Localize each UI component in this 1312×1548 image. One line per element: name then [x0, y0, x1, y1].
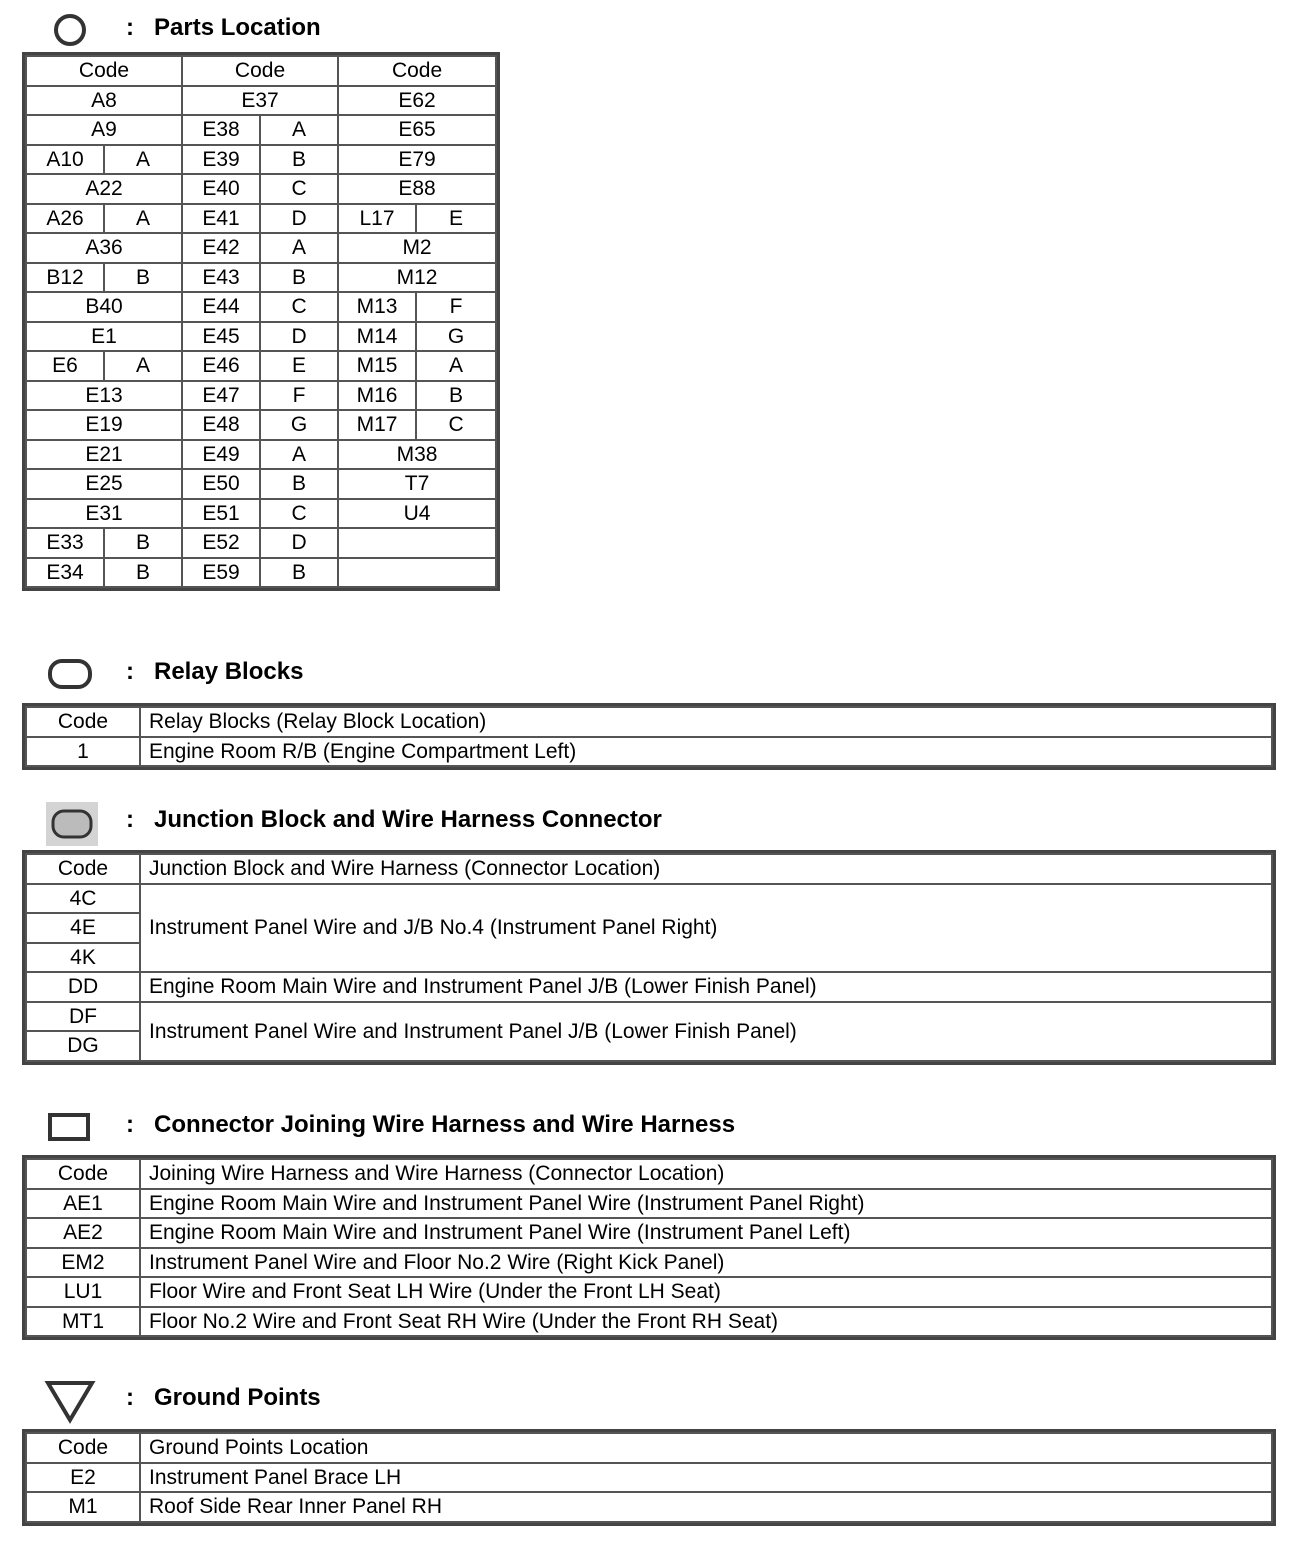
sub-code-cell: E — [260, 351, 338, 381]
section-title: Connector Joining Wire Harness and Wire Harness — [154, 1111, 736, 1138]
ground-points-heading — [0, 1378, 1312, 1418]
code-header: Code — [26, 56, 182, 86]
parts-location-heading — [0, 8, 1312, 48]
heading-colon: : — [126, 1111, 134, 1138]
table-row — [26, 1463, 1272, 1493]
code-cell: E6 — [26, 351, 104, 381]
junction-block-table — [25, 853, 1273, 1062]
code-cell: E45 — [182, 322, 260, 352]
sub-code-cell: D — [260, 204, 338, 234]
section-title: Junction Block and Wire Harness Connector — [154, 806, 662, 833]
code-cell: A36 — [26, 233, 182, 263]
code-cell: M17 — [338, 410, 416, 440]
sub-code-cell: B — [104, 528, 182, 558]
table-row — [26, 233, 496, 263]
table-row — [26, 1248, 1272, 1278]
section-title: Ground Points — [154, 1384, 321, 1411]
table-row — [26, 1218, 1272, 1248]
table-row — [26, 351, 496, 381]
code-cell: E62 — [338, 86, 496, 116]
table-row — [26, 1189, 1272, 1219]
code-cell: A26 — [26, 204, 104, 234]
sub-code-cell: B — [260, 558, 338, 588]
square-icon — [44, 1107, 100, 1147]
sub-code-cell: A — [260, 233, 338, 263]
shaded-rounded-rect-icon — [44, 802, 100, 842]
table-row — [26, 972, 1272, 1002]
code-header: Code — [182, 56, 338, 86]
code-cell: MT1 — [26, 1307, 140, 1337]
sub-code-cell: B — [416, 381, 496, 411]
code-cell: 1 — [26, 737, 140, 767]
code-header: Code — [26, 1433, 140, 1463]
code-cell: E13 — [26, 381, 182, 411]
table-row — [26, 1277, 1272, 1307]
code-cell: E52 — [182, 528, 260, 558]
sub-code-cell: A — [104, 351, 182, 381]
code-cell: DG — [26, 1031, 140, 1061]
code-cell: DF — [26, 1002, 140, 1032]
table-header-row — [26, 854, 1272, 884]
relay-blocks-heading — [0, 652, 1312, 692]
desc-cell: Instrument Panel Brace LH — [140, 1463, 1272, 1493]
table-header-row — [26, 56, 496, 86]
desc-cell: Engine Room Main Wire and Instrument Panel Wire (Instrument Panel Left) — [140, 1218, 1272, 1248]
code-header: Code — [338, 56, 496, 86]
sub-code-cell: B — [104, 558, 182, 588]
code-cell: A9 — [26, 115, 182, 145]
table-header-row — [26, 1159, 1272, 1189]
desc-cell: Engine Room Main Wire and Instrument Panel J/B (Lower Finish Panel) — [140, 972, 1272, 1002]
desc-cell: Engine Room R/B (Engine Compartment Left) — [140, 737, 1272, 767]
table-row — [26, 469, 496, 499]
code-header: Code — [26, 707, 140, 737]
sub-code-cell: F — [260, 381, 338, 411]
table-header-row — [26, 1433, 1272, 1463]
table-row — [26, 499, 496, 529]
table-row — [26, 1307, 1272, 1337]
code-cell: E43 — [182, 263, 260, 293]
heading-colon: : — [126, 806, 134, 833]
table-row — [26, 528, 496, 558]
code-cell: M16 — [338, 381, 416, 411]
code-cell: 4E — [26, 913, 140, 943]
junction-block-heading — [0, 800, 1312, 840]
code-cell: 4C — [26, 884, 140, 914]
section-title: Relay Blocks — [154, 658, 304, 685]
desc-cell: Instrument Panel Wire and Floor No.2 Wire (Right Kick Panel) — [140, 1248, 1272, 1278]
code-cell: E49 — [182, 440, 260, 470]
sub-code-cell: C — [260, 174, 338, 204]
code-cell: E21 — [26, 440, 182, 470]
desc-cell: Instrument Panel Wire and J/B No.4 (Instrument Panel Right) — [140, 884, 1272, 973]
empty-cell — [338, 558, 496, 588]
sub-code-cell: F — [416, 292, 496, 322]
code-cell: M12 — [338, 263, 496, 293]
code-cell: E59 — [182, 558, 260, 588]
code-cell: E51 — [182, 499, 260, 529]
code-cell: EM2 — [26, 1248, 140, 1278]
table-row — [26, 440, 496, 470]
code-cell: 4K — [26, 943, 140, 973]
code-cell: E34 — [26, 558, 104, 588]
relay-blocks-table — [25, 706, 1273, 767]
code-cell: E33 — [26, 528, 104, 558]
code-cell: B40 — [26, 292, 182, 322]
table-row — [26, 292, 496, 322]
heading-colon: : — [126, 658, 134, 685]
sub-code-cell: B — [104, 263, 182, 293]
rounded-rect-icon — [44, 654, 100, 694]
sub-code-cell: A — [104, 145, 182, 175]
ground-points-table — [25, 1432, 1273, 1523]
code-cell: M15 — [338, 351, 416, 381]
table-row — [26, 145, 496, 175]
connector-heading — [0, 1105, 1312, 1145]
desc-header: Joining Wire Harness and Wire Harness (Connector Location) — [140, 1159, 1272, 1189]
desc-cell: Roof Side Rear Inner Panel RH — [140, 1492, 1272, 1522]
code-cell: E47 — [182, 381, 260, 411]
code-header: Code — [26, 854, 140, 884]
code-cell: A22 — [26, 174, 182, 204]
sub-code-cell: A — [416, 351, 496, 381]
code-cell: U4 — [338, 499, 496, 529]
code-cell: E40 — [182, 174, 260, 204]
sub-code-cell: B — [260, 469, 338, 499]
sub-code-cell: D — [260, 528, 338, 558]
code-cell: T7 — [338, 469, 496, 499]
parts-location-table — [25, 55, 497, 588]
triangle-icon — [44, 1380, 100, 1420]
code-cell: E46 — [182, 351, 260, 381]
table-row — [26, 86, 496, 116]
desc-header: Ground Points Location — [140, 1433, 1272, 1463]
sub-code-cell: G — [416, 322, 496, 352]
connector-table — [25, 1158, 1273, 1337]
desc-header: Relay Blocks (Relay Block Location) — [140, 707, 1272, 737]
code-cell: E1 — [26, 322, 182, 352]
table-row — [26, 204, 496, 234]
code-cell: E65 — [338, 115, 496, 145]
desc-cell: Engine Room Main Wire and Instrument Panel Wire (Instrument Panel Right) — [140, 1189, 1272, 1219]
code-cell: E79 — [338, 145, 496, 175]
heading-colon: : — [126, 1384, 134, 1411]
sub-code-cell: E — [416, 204, 496, 234]
code-cell: E39 — [182, 145, 260, 175]
code-cell: M1 — [26, 1492, 140, 1522]
code-cell: A8 — [26, 86, 182, 116]
code-cell: E88 — [338, 174, 496, 204]
sub-code-cell: A — [260, 440, 338, 470]
sub-code-cell: G — [260, 410, 338, 440]
code-cell: LU1 — [26, 1277, 140, 1307]
code-cell: E50 — [182, 469, 260, 499]
table-row — [26, 381, 496, 411]
sub-code-cell: D — [260, 322, 338, 352]
code-cell: E19 — [26, 410, 182, 440]
desc-header: Junction Block and Wire Harness (Connector Location) — [140, 854, 1272, 884]
code-header: Code — [26, 1159, 140, 1189]
code-cell: E37 — [182, 86, 338, 116]
code-cell: M38 — [338, 440, 496, 470]
code-cell: E2 — [26, 1463, 140, 1493]
empty-cell — [338, 528, 496, 558]
code-cell: M14 — [338, 322, 416, 352]
code-cell: M13 — [338, 292, 416, 322]
table-row — [26, 1002, 1272, 1032]
desc-cell: Floor Wire and Front Seat LH Wire (Under the Front LH Seat) — [140, 1277, 1272, 1307]
code-cell: E38 — [182, 115, 260, 145]
sub-code-cell: C — [416, 410, 496, 440]
code-cell: E25 — [26, 469, 182, 499]
table-row — [26, 737, 1272, 767]
desc-cell: Instrument Panel Wire and Instrument Panel J/B (Lower Finish Panel) — [140, 1002, 1272, 1061]
code-cell: E44 — [182, 292, 260, 322]
code-cell: E41 — [182, 204, 260, 234]
code-cell: DD — [26, 972, 140, 1002]
table-row — [26, 322, 496, 352]
table-row — [26, 263, 496, 293]
sub-code-cell: A — [260, 115, 338, 145]
code-cell: L17 — [338, 204, 416, 234]
code-cell: B12 — [26, 263, 104, 293]
table-row — [26, 174, 496, 204]
sub-code-cell: C — [260, 292, 338, 322]
sub-code-cell: B — [260, 263, 338, 293]
table-row — [26, 558, 496, 588]
code-cell: M2 — [338, 233, 496, 263]
table-row — [26, 115, 496, 145]
code-cell: E48 — [182, 410, 260, 440]
table-row — [26, 1492, 1272, 1522]
code-cell: E31 — [26, 499, 182, 529]
sub-code-cell: B — [260, 145, 338, 175]
code-cell: A10 — [26, 145, 104, 175]
code-cell: E42 — [182, 233, 260, 263]
sub-code-cell: A — [104, 204, 182, 234]
code-cell: AE2 — [26, 1218, 140, 1248]
section-title: Parts Location — [154, 14, 321, 41]
sub-code-cell: C — [260, 499, 338, 529]
circle-icon — [44, 10, 100, 50]
heading-colon: : — [126, 14, 134, 41]
table-row — [26, 884, 1272, 914]
table-row — [26, 410, 496, 440]
desc-cell: Floor No.2 Wire and Front Seat RH Wire (Under the Front RH Seat) — [140, 1307, 1272, 1337]
table-header-row — [26, 707, 1272, 737]
code-cell: AE1 — [26, 1189, 140, 1219]
